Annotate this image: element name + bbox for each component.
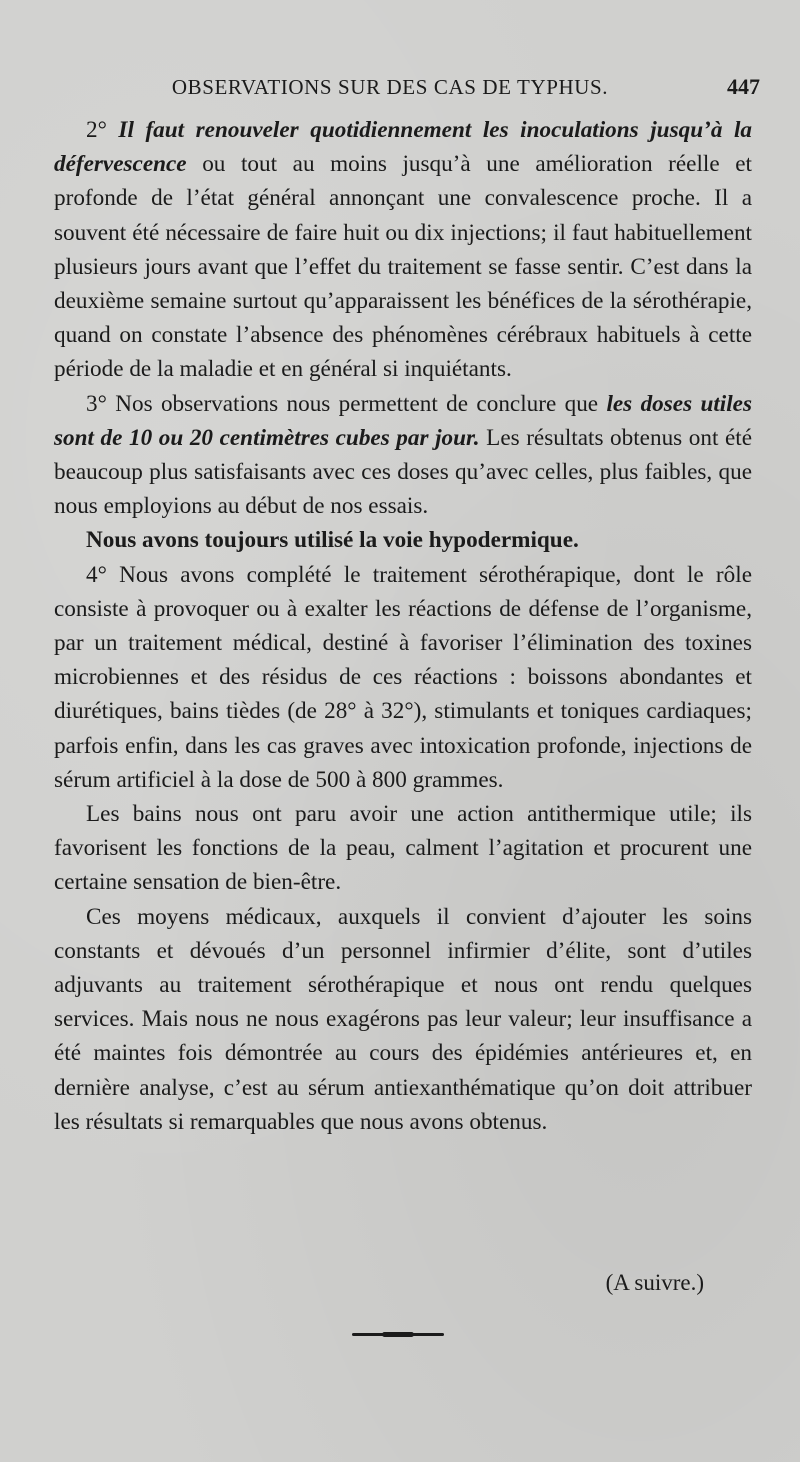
page-number: 447	[727, 74, 760, 99]
paragraph-point-3	[54, 387, 752, 524]
paragraph-point-3-emphasis: les doses utiles sont de 10 ou 20 centimètres cubes par jour.	[54, 390, 752, 451]
to-be-continued: (A suivre.)	[605, 1270, 704, 1295]
paragraph-baths: Les bains nous ont paru avoir une action antithermique utile; ils favorisent les fonctions de la peau, calment l’agitation et procurent une certaine sensation de bien-être.	[54, 801, 752, 896]
paragraph-point-2-lead: 2°	[86, 117, 119, 143]
body-text	[54, 113, 752, 1139]
paragraph-point-2-text: ou tout au moins jusqu’à une amélioration réelle et profonde de l’état général annonçant une convalescence proche. Il a souvent été nécessaire de faire huit ou dix injections; il faut habituellement plusieurs jours avant que l’effet du traitement se fasse sentir. C’est dans la deuxième semaine surtout qu’apparaissent les bénéfices de la sérothérapie, quand on constate l’absence des phénomènes cérébraux habituels à cette période de la maladie et en général si inquiétants.	[54, 151, 752, 383]
paragraph-point-3-text: Les résultats obtenus ont été beaucoup plus satisfaisants avec ces doses qu’avec celles, plus faibles, que nous employions au début de nos essais.	[54, 424, 752, 520]
paragraph-hypodermic: Nous avons toujours utilisé la voie hypodermique.	[86, 527, 579, 554]
end-ornament-rule	[352, 1333, 444, 1336]
paragraph-point-4: 4° Nous avons complété le traitement sérothérapique, dont le rôle consiste à provoquer ou à exalter les réactions de défense de l’organisme, par un traitement médical, destiné à favoriser l’élimination des toxines microbiennes et des résidus de ces réactions : boissons abondantes et diurétiques, bains tièdes (de 28° à 32°), stimulants et toniques cardiaques; parfois enfin, dans les cas graves avec intoxication profonde, injections de sérum artificiel à la dose de 500 à 800 grammes.	[54, 561, 752, 793]
running-head-title: OBSERVATIONS SUR DES CAS DE TYPHUS.	[171, 75, 609, 99]
paragraph-medical-means: Ces moyens médicaux, auxquels il convient d’ajouter les soins constants et dévoués d’un personnel infirmier d’élite, sont d’utiles adjuvants au traitement sérothérapique et nous ont rendu quelques services. Mais nous ne nous exagérons pas leur valeur; leur insuffisance a été maintes fois démontrée au cours des épidémies antérieures et, en dernière analyse, c’est au sérum antiexanthématique qu’on doit attribuer les résultats si remarquables que nous avons obtenus.	[54, 903, 752, 1135]
running-head	[60, 74, 760, 108]
paragraph-point-3-lead: 3° Nos observations nous permettent de conclure que	[86, 390, 607, 417]
paragraph-point-2-emphasis: Il faut renouveler quotidiennement les inoculations jusqu’à la défervescence	[54, 117, 752, 178]
paragraph-point-2	[54, 113, 752, 387]
